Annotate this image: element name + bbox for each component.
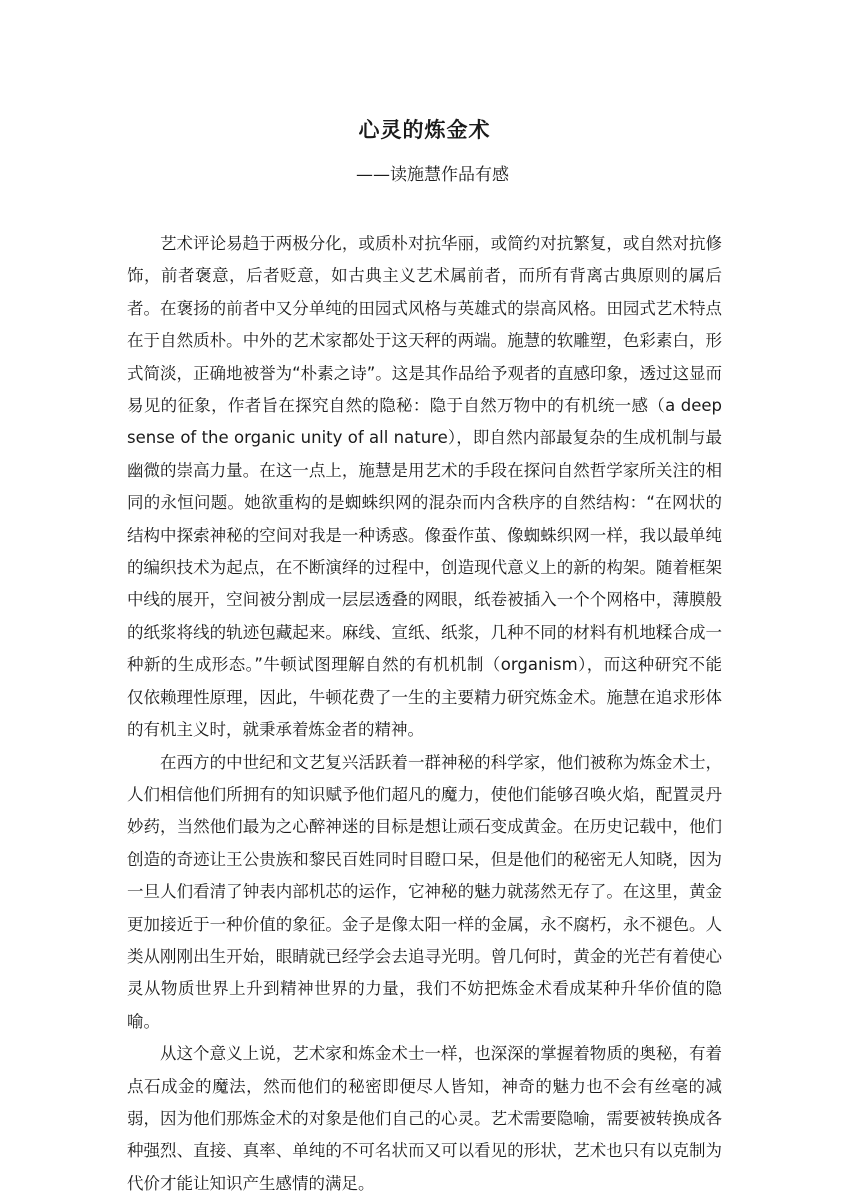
article-title: 心灵的炼金术 <box>358 118 491 142</box>
body-paragraph: 在西方的中世纪和文艺复兴活跃着一群神秘的科学家，他们被称为炼金术士，人们相信他们所拥有的知识赋予他们超凡的魔力，使他们能够召唤火焰，配置灵丹妙药，当然他们最为之心醉神迷的目标是想让顽石变成黄金。在历史记载中，他们创造的奇迹让王公贵族和黎民百姓同时目瞪口呆，但是他们的秘密无人知晓，因为一旦人们看清了钟表内部机芯的运作，它神秘的魅力就荡然无存了。在这里，黄金更加接近于一种价值的象征。金子是像太阳一样的金属，永不腐朽，永不褪色。人类从刚刚出生开始，眼睛就已经学会去追寻光明。曾几何时，黄金的光芒有着使心灵从物质世界上升到精神世界的力量，我们不妨把炼金术看成某种升华价值的隐喻。 <box>127 752 722 1031</box>
article-subtitle: ——读施慧作品有感 <box>356 165 509 185</box>
article-body <box>127 228 722 1200</box>
body-paragraph: 艺术评论易趋于两极分化，或质朴对抗华丽，或简约对抗繁复，或自然对抗修饰，前者褒意，后者贬意，如古典主义艺术属前者，而所有背离古典原则的属后者。在褒扬的前者中又分单纯的田园式风格与英雄式的崇高风格。田园式艺术特点在于自然质朴。中外的艺术家都处于这天秤的两端。施慧的软雕塑，色彩素白，形式简淡，正确地被誉为“朴素之诗”。这是其作品给予观者的直感印象，透过这显而易见的征象，作者旨在探究自然的隐秘：隐于自然万物中的有机统一感（a deep sense of the organic unity of all nature），即自然内部最复杂的生成机制与最幽微的崇高力量。在这一点上，施慧是用艺术的手段在探问自然哲学家所关注的相同的永恒问题。她欲重构的是蜘蛛织网的混杂而内含秩序的自然结构：“在网状的结构中探索神秘的空间对我是一种诱惑。像蚕作茧、像蜘蛛织网一样，我以最单纯的编织技术为起点，在不断演绎的过程中，创造现代意义上的新的构架。随着框架中线的展开，空间被分割成一层层透叠的网眼，纸卷被插入一个个网格中，薄膜般的纸浆将线的轨迹包藏起来。麻线、宣纸、纸浆，几种不同的材料有机地糅合成一种新的生成形态。”牛顿试图理解自然的有机机制（organism），而这种研究不能仅依赖理性原理，因此，牛顿花费了一生的主要精力研究炼金术。施慧在追求形体的有机主义时，就秉承着炼金者的精神。 <box>127 234 722 740</box>
body-paragraph: 从这个意义上说，艺术家和炼金术士一样，也深深的掌握着物质的奥秘，有着点石成金的魔法，然而他们的秘密即便尽人皆知，神奇的魅力也不会有丝毫的减弱，因为他们那炼金术的对象是他们自己的心灵。艺术需要隐喻，需要被转换成各种强烈、直接、真率、单纯的不可名状而又可以看见的形状，艺术也只有以克制为代价才能让知识产生感情的满足。 <box>127 1044 722 1193</box>
